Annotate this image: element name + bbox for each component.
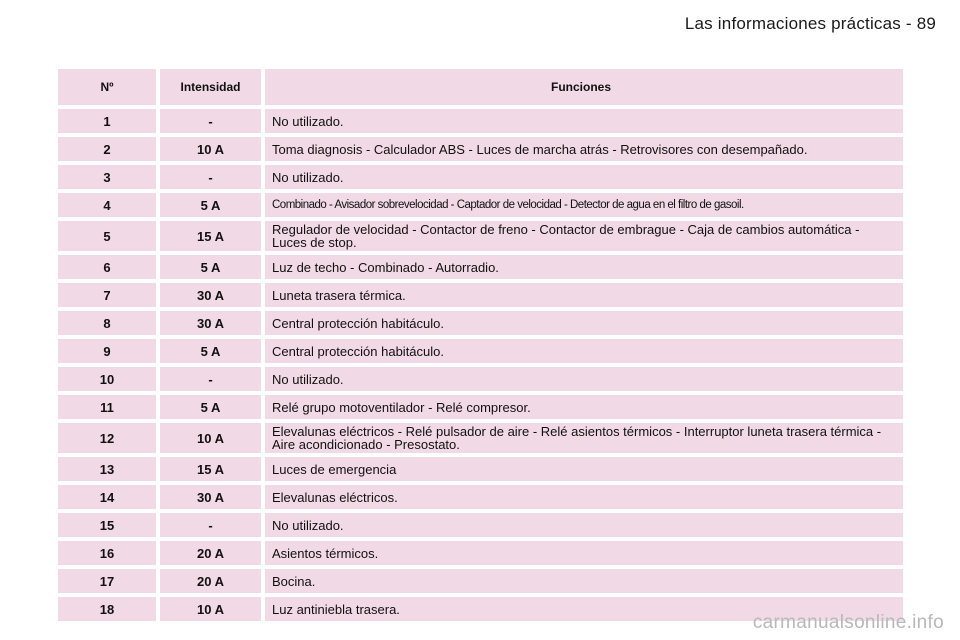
fuse-number: 6	[58, 255, 156, 279]
fuse-intensity: 5 A	[160, 255, 261, 279]
fuse-functions: Central protección habitáculo.	[265, 311, 903, 335]
fuse-number: 18	[58, 597, 156, 621]
fuse-intensity: 5 A	[160, 339, 261, 363]
table-row	[58, 339, 903, 363]
fuse-number: 4	[58, 193, 156, 217]
fuse-functions: Relé grupo motoventilador - Relé compresor.	[265, 395, 903, 419]
table-row	[58, 311, 903, 335]
header-number: Nº	[58, 69, 156, 105]
table-row	[58, 283, 903, 307]
watermark: carmanualsonline.info	[752, 612, 944, 633]
fuse-intensity: 20 A	[160, 569, 261, 593]
header-functions: Funciones	[265, 69, 903, 105]
fuse-functions: Asientos térmicos.	[265, 541, 903, 565]
fuse-number: 14	[58, 485, 156, 509]
fuse-intensity: 15 A	[160, 221, 261, 251]
fuse-intensity: -	[160, 513, 261, 537]
fuse-functions: Luz antiniebla trasera.	[265, 597, 903, 621]
fuse-functions: No utilizado.	[265, 513, 903, 537]
fuse-intensity: 15 A	[160, 457, 261, 481]
fuse-functions: Regulador de velocidad - Contactor de freno - Contactor de embrague - Caja de cambios automática - Luces de stop.	[265, 221, 903, 251]
table-row	[58, 423, 903, 453]
fuse-intensity: 30 A	[160, 283, 261, 307]
fuse-functions: No utilizado.	[265, 109, 903, 133]
fuse-intensity: 20 A	[160, 541, 261, 565]
table-row	[58, 137, 903, 161]
fuse-number: 12	[58, 423, 156, 453]
table-row	[58, 109, 903, 133]
fuse-number: 15	[58, 513, 156, 537]
page-header: Las informaciones prácticas - 89	[684, 14, 936, 33]
fuse-number: 2	[58, 137, 156, 161]
fuse-intensity: -	[160, 109, 261, 133]
table-row	[58, 513, 903, 537]
table-row	[58, 165, 903, 189]
table-row	[58, 485, 903, 509]
fuse-number: 13	[58, 457, 156, 481]
fuse-intensity: 10 A	[160, 597, 261, 621]
fuse-table	[58, 69, 903, 625]
fuse-number: 7	[58, 283, 156, 307]
table-row	[58, 541, 903, 565]
fuse-intensity: 5 A	[160, 193, 261, 217]
table-row	[58, 395, 903, 419]
fuse-number: 5	[58, 221, 156, 251]
fuse-intensity: -	[160, 367, 261, 391]
fuse-functions: No utilizado.	[265, 367, 903, 391]
fuse-number: 8	[58, 311, 156, 335]
header-intensity: Intensidad	[160, 69, 261, 105]
fuse-intensity: 10 A	[160, 137, 261, 161]
fuse-functions: Elevalunas eléctricos.	[265, 485, 903, 509]
fuse-intensity: -	[160, 165, 261, 189]
fuse-number: 10	[58, 367, 156, 391]
fuse-intensity: 5 A	[160, 395, 261, 419]
table-row	[58, 367, 903, 391]
table-row	[58, 193, 903, 217]
fuse-intensity: 30 A	[160, 311, 261, 335]
fuse-number: 3	[58, 165, 156, 189]
fuse-number: 9	[58, 339, 156, 363]
fuse-functions: Bocina.	[265, 569, 903, 593]
table-row	[58, 569, 903, 593]
fuse-intensity: 10 A	[160, 423, 261, 453]
table-header-row	[58, 69, 903, 105]
fuse-functions: Luz de techo - Combinado - Autorradio.	[265, 255, 903, 279]
fuse-functions: Central protección habitáculo.	[265, 339, 903, 363]
fuse-functions: Luneta trasera térmica.	[265, 283, 903, 307]
fuse-number: 1	[58, 109, 156, 133]
fuse-functions: Elevalunas eléctricos - Relé pulsador de aire - Relé asientos térmicos - Interruptor luneta trasera térmica - Aire acondicionado - Presostato.	[265, 423, 903, 453]
fuse-number: 11	[58, 395, 156, 419]
fuse-functions: Luces de emergencia	[265, 457, 903, 481]
fuse-number: 17	[58, 569, 156, 593]
fuse-functions: Toma diagnosis - Calculador ABS - Luces de marcha atrás - Retrovisores con desempañado.	[265, 137, 903, 161]
fuse-intensity: 30 A	[160, 485, 261, 509]
table-row	[58, 457, 903, 481]
table-row	[58, 255, 903, 279]
fuse-number: 16	[58, 541, 156, 565]
fuse-functions: No utilizado.	[265, 165, 903, 189]
fuse-functions: Combinado - Avisador sobrevelocidad - Captador de velocidad - Detector de agua en el filtro de gasoil.	[265, 193, 903, 217]
table-row	[58, 221, 903, 251]
